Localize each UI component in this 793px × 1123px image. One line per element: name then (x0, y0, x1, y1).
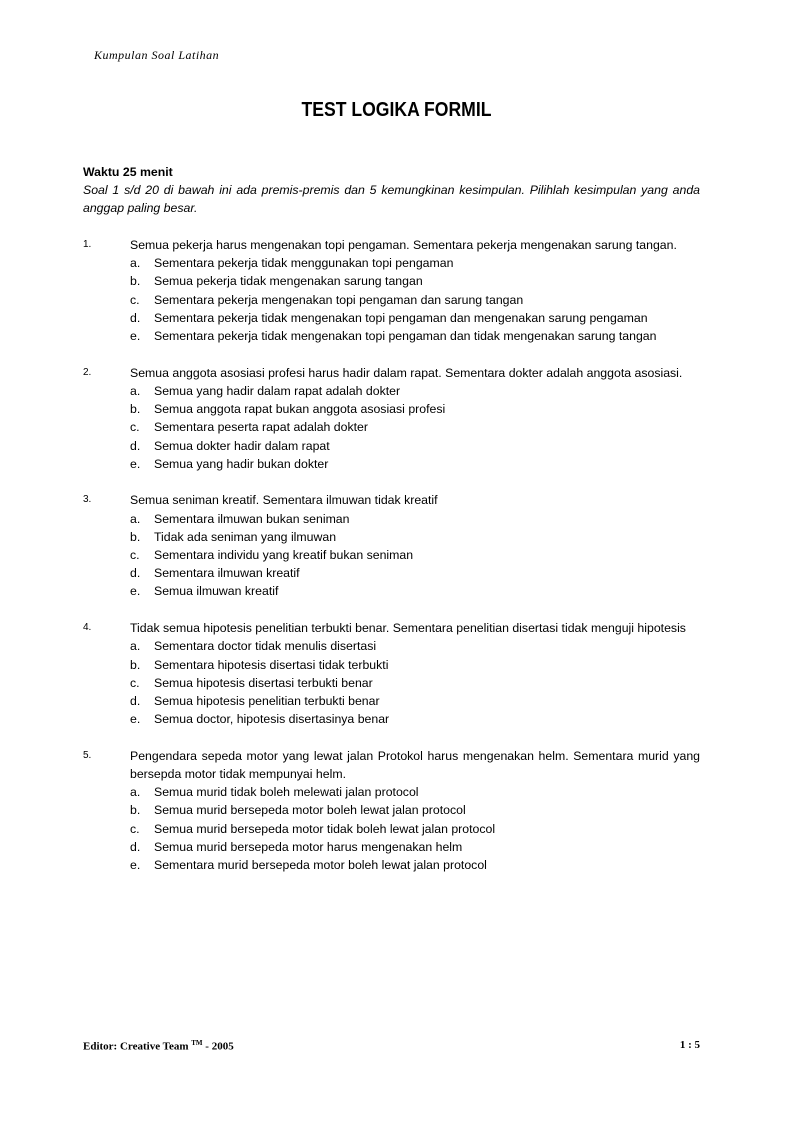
option-letter: b. (130, 803, 141, 818)
trademark-mark: TM (191, 1039, 203, 1047)
option-letter: d. (130, 839, 141, 854)
option-letter: a. (130, 511, 141, 526)
question-text: Tidak semua hipotesis penelitian terbukti benar. Sementara penelitian disertasi tidak menguji hipotesis (130, 621, 686, 636)
option-letter: e. (130, 329, 141, 344)
option-letter: a. (130, 256, 141, 271)
answer-option (130, 783, 700, 801)
answer-option (130, 564, 700, 582)
option-letter: d. (130, 310, 141, 325)
option-text: Sementara ilmuwan kreatif (154, 566, 300, 581)
answer-option (130, 838, 700, 856)
option-letter: d. (130, 566, 141, 581)
footer-editor (83, 1039, 234, 1053)
answer-option (130, 637, 700, 655)
question-text: Semua pekerja harus mengenakan topi pengaman. Sementara pekerja mengenakan sarung tangan. (130, 238, 677, 252)
question-text: Pengendara sepeda motor yang lewat jalan Protokol harus mengenakan helm. Sementara murid yang bersepda motor tidak mempunyai helm. (130, 748, 700, 782)
answer-option (130, 656, 700, 674)
option-text: Sementara peserta rapat adalah dokter (154, 420, 368, 435)
option-text: Sementara individu yang kreatif bukan seniman (154, 548, 414, 563)
option-letter: d. (130, 438, 141, 453)
answer-option (130, 674, 700, 692)
question-body (130, 364, 700, 473)
option-letter: b. (130, 274, 141, 289)
question-body (130, 491, 700, 600)
question-number: 2. (83, 366, 92, 378)
intro-section (83, 163, 700, 217)
option-letter: c. (130, 675, 140, 690)
question-item (83, 364, 700, 473)
answer-option (130, 272, 700, 290)
question-text: Semua seniman kreatif. Sementara ilmuwan tidak kreatif (130, 493, 438, 508)
option-text: Sementara murid bersepeda motor boleh lewat jalan protocol (154, 858, 487, 873)
option-text: Sementara pekerja tidak mengenakan topi pengaman dan tidak mengenakan sarung tangan (154, 329, 657, 344)
answer-option (130, 309, 700, 327)
answer-option (130, 510, 700, 528)
option-letter: e. (130, 456, 141, 471)
instructions: Soal 1 s/d 20 di bawah ini ada premis-premis dan 5 kemungkinan kesimpulan. Pilihlah kesimpulan yang anda anggap paling besar. (83, 183, 700, 215)
option-letter: d. (130, 693, 141, 708)
question-body (130, 747, 700, 874)
page-number: 1 : 5 (679, 1039, 700, 1051)
option-text: Semua murid bersepeda motor boleh lewat jalan protocol (154, 803, 466, 818)
option-letter: e. (130, 858, 141, 873)
option-text: Semua dokter hadir dalam rapat (154, 438, 330, 453)
option-text: Sementara doctor tidak menulis disertasi (154, 639, 377, 654)
question-list (83, 236, 700, 893)
option-text: Sementara pekerja tidak mengenakan topi pengaman dan mengenakan sarung pengaman (154, 310, 648, 325)
page-footer (83, 1039, 700, 1053)
question-body (130, 619, 700, 728)
option-text: Semua murid bersepeda motor tidak boleh lewat jalan protocol (154, 821, 496, 836)
time-limit: Waktu 25 menit (83, 165, 173, 179)
option-text: Semua pekerja tidak mengenakan sarung tangan (154, 274, 423, 289)
option-letter: b. (130, 529, 141, 544)
option-letter: e. (130, 584, 141, 599)
option-text: Sementara hipotesis disertasi tidak terbukti (154, 657, 389, 672)
answer-option (130, 327, 700, 345)
option-letter: b. (130, 402, 141, 417)
answer-option (130, 418, 700, 436)
page-title: TEST LOGIKA FORMIL (301, 99, 492, 121)
header-note: Kumpulan Soal Latihan (94, 48, 220, 62)
option-letter: e. (130, 712, 141, 727)
answer-option (130, 582, 700, 600)
question-text: Semua anggota asosiasi profesi harus hadir dalam rapat. Sementara dokter adalah anggota asosiasi. (130, 365, 683, 380)
answer-option (130, 254, 700, 272)
answer-option (130, 528, 700, 546)
question-item (83, 619, 700, 728)
option-text: Semua hipotesis disertasi terbukti benar (154, 675, 373, 690)
option-letter: c. (130, 821, 140, 836)
question-item (83, 236, 700, 345)
answer-option (130, 710, 700, 728)
option-letter: a. (130, 383, 141, 398)
option-letter: a. (130, 639, 141, 654)
option-letter: c. (130, 548, 140, 563)
option-text: Semua hipotesis penelitian terbukti benar (154, 693, 380, 708)
answer-option (130, 820, 700, 838)
option-letter: a. (130, 785, 141, 800)
answer-option (130, 291, 700, 309)
answer-option (130, 455, 700, 473)
question-number: 1. (83, 239, 92, 250)
question-number: 3. (83, 494, 92, 506)
answer-option (130, 382, 700, 400)
option-letter: b. (130, 657, 141, 672)
answer-option (130, 437, 700, 455)
answer-option (130, 546, 700, 564)
option-text: Semua yang hadir bukan dokter (154, 456, 329, 471)
option-text: Semua murid tidak boleh melewati jalan protocol (154, 785, 419, 800)
question-number: 5. (83, 749, 92, 761)
option-text: Sementara ilmuwan bukan seniman (154, 511, 350, 526)
option-letter: c. (130, 292, 140, 307)
option-text: Semua doctor, hipotesis disertasinya benar (154, 712, 390, 727)
question-item (83, 747, 700, 874)
footer-editor-name: Editor: Creative Team (83, 1040, 189, 1053)
option-text: Semua anggota rapat bukan anggota asosiasi profesi (154, 402, 446, 417)
option-text: Semua murid bersepeda motor harus mengenakan helm (154, 839, 463, 854)
option-text: Semua yang hadir dalam rapat adalah dokter (154, 383, 401, 398)
option-letter: c. (130, 420, 140, 435)
answer-option (130, 400, 700, 418)
question-number: 4. (83, 622, 92, 634)
answer-option (130, 856, 700, 874)
answer-option (130, 692, 700, 710)
footer-year: - 2005 (205, 1040, 234, 1053)
option-text: Sementara pekerja mengenakan topi pengaman dan sarung tangan (154, 292, 524, 307)
option-text: Semua ilmuwan kreatif (154, 584, 279, 599)
option-text: Sementara pekerja tidak menggunakan topi pengaman (154, 256, 454, 271)
question-item (83, 491, 700, 600)
answer-option (130, 801, 700, 819)
option-text: Tidak ada seniman yang ilmuwan (154, 529, 337, 544)
question-body (130, 236, 700, 345)
